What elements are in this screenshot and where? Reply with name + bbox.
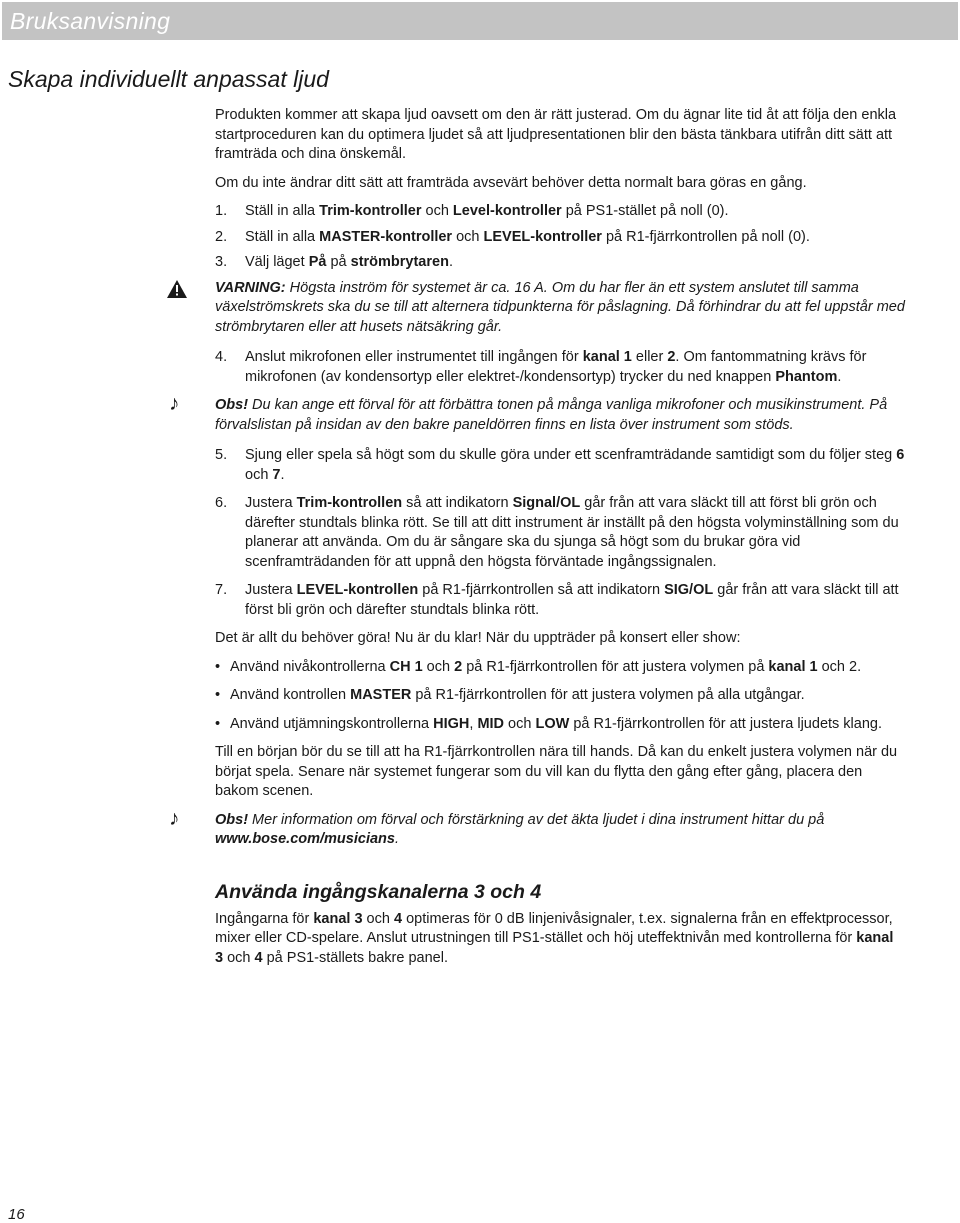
step-number: 1.	[215, 203, 228, 219]
obs-note	[169, 392, 905, 435]
step-number: 3.	[215, 254, 228, 270]
done-paragraph: Det är allt du behöver göra! Nu är du klar! När du uppträder på konsert eller show:	[215, 630, 741, 646]
obs-text: Mer information om förval och förstärkning av det äkta ljudet i dina instrument hittar du på	[248, 811, 825, 828]
header-title: Bruksanvisning	[10, 8, 171, 34]
obs-label: Obs!	[215, 811, 249, 828]
warning-note	[215, 279, 905, 338]
step-3: 3. Välj läget På på strömbrytaren.	[215, 253, 905, 273]
step-number: 7.	[215, 582, 228, 598]
step-7: 7. Justera LEVEL-kontrollen på R1-fjärrkontrollen så att indikatorn SIG/OL går från att vara släckt till att först bli grön och därefter stundtals blinka rött.	[215, 581, 905, 620]
page-number: 16	[8, 1206, 25, 1223]
obs-label: Obs!	[215, 397, 249, 413]
music-note-icon: ♪	[169, 806, 180, 830]
bullet-1: • Använd nivåkontrollerna CH 1 och 2 på R1-fjärrkontrollen för att justera volymen på kanal 1 och 2.	[215, 658, 905, 678]
step-number: 5.	[215, 447, 228, 463]
inputs-title: Använda ingångskanalerna 3 och 4	[215, 880, 542, 903]
step-number: 4.	[215, 349, 228, 365]
intro-paragraph-2: Om du inte ändrar ditt sätt att framträda avsevärt behöver detta normalt bara göras en gång.	[215, 174, 807, 191]
step-number: 2.	[215, 228, 228, 245]
step-1: 1. Ställ in alla Trim-kontroller och Level-kontroller på PS1-stället på noll (0).	[215, 202, 905, 222]
bullet-dot: •	[215, 658, 221, 675]
inputs-paragraph: Ingångarna för kanal 3 och 4 optimeras för 0 dB linjenivåsignaler, t.ex. signalerna från en effektprocessor, mixer eller CD-spelare. Anslut utrustningen till PS1-stället och höj uteffektnivån med kontrollerna för kanal 3 och 4 på PS1-ställets bakre panel.	[215, 910, 894, 966]
step-5: 5. Sjung eller spela så högt som du skulle göra under ett scenframträdande samtidigt som du följer steg 6 och 7.	[215, 446, 905, 485]
obs-note-2: ♪ Obs! Mer information om förval och förstärkning av det äkta ljudet i dina instrument hittar du på www.bose.com/musicians.	[169, 806, 825, 847]
step-4: 4. Anslut mikrofonen eller instrumentet till ingången för kanal 1 eller 2. Om fantommatning krävs för mikrofonen (av kondensortyp eller elektret-/kondensortyp) trycker du ned knappen Phantom.	[215, 348, 905, 387]
warning-label: VARNING:	[215, 279, 286, 296]
step-6: 6. Justera Trim-kontrollen så att indikatorn Signal/OL går från att vara släckt till att först bli grön och därefter stundtals blinka rött. Se till att ditt instrument är inställt på den högsta volyminställning som du planerar att använda. Om du är sångare ska du sjunga så högt som du brukar göra vid scenframträdanden för att uppnå den högsta förväntade ingångssignalen.	[215, 494, 905, 572]
warning-icon	[167, 280, 187, 298]
bullet-dot: •	[215, 715, 221, 732]
music-note-icon: ♪	[169, 392, 180, 415]
bullet-3: • Använd utjämningskontrollerna HIGH, MID och LOW på R1-fjärrkontrollen för att justera ljudets klang.	[215, 715, 905, 735]
step-2: 2. Ställ in alla MASTER-kontroller och LEVEL-kontroller på R1-fjärrkontrollen på noll (0).	[215, 228, 905, 248]
warning-text: Högsta inström för systemet är ca. 16 A. Om du har fler än ett system anslutet till samma växelströmskrets ska du se till att alternera tidpunkterna för påslagning. Då förhindrar du att fel uppstår med strömbrytaren eller att husets nätsäkring går.	[215, 279, 905, 335]
intro-paragraph: Produkten kommer att skapa ljud oavsett om den är rätt justerad. Om du ägnar lite tid åt att följa den enkla startproceduren kan du optimera ljudet så att ljudpresentationen blir den bästa tänkbara utifrån ditt sätt att framträda och dina önskemål.	[215, 107, 897, 162]
obs-text: Du kan ange ett förval för att förbättra tonen på många vanliga mikrofoner och musikinstrument. På förvalslistan på insidan av den bakre paneldörren finns en lista över instrument som stöds.	[215, 397, 888, 433]
section-title: Skapa individuellt anpassat ljud	[8, 66, 329, 92]
bullet-2: • Använd kontrollen MASTER på R1-fjärrkontrollen för att justera volymen på alla utgångar.	[215, 686, 905, 706]
bose-musicians-link[interactable]: www.bose.com/musicians	[215, 831, 395, 847]
content	[169, 106, 905, 968]
closing-paragraph: Till en början bör du se till att ha R1-fjärrkontrollen nära till hands. Då kan du enkelt justera volymen när du börjat spela. Senare när systemet fungerar som du vill kan du flytta den gång efter gång, placera den bakom scenen.	[215, 744, 898, 799]
bullet-dot: •	[215, 687, 221, 703]
header-bar	[2, 2, 958, 40]
step-number: 6.	[215, 495, 228, 511]
